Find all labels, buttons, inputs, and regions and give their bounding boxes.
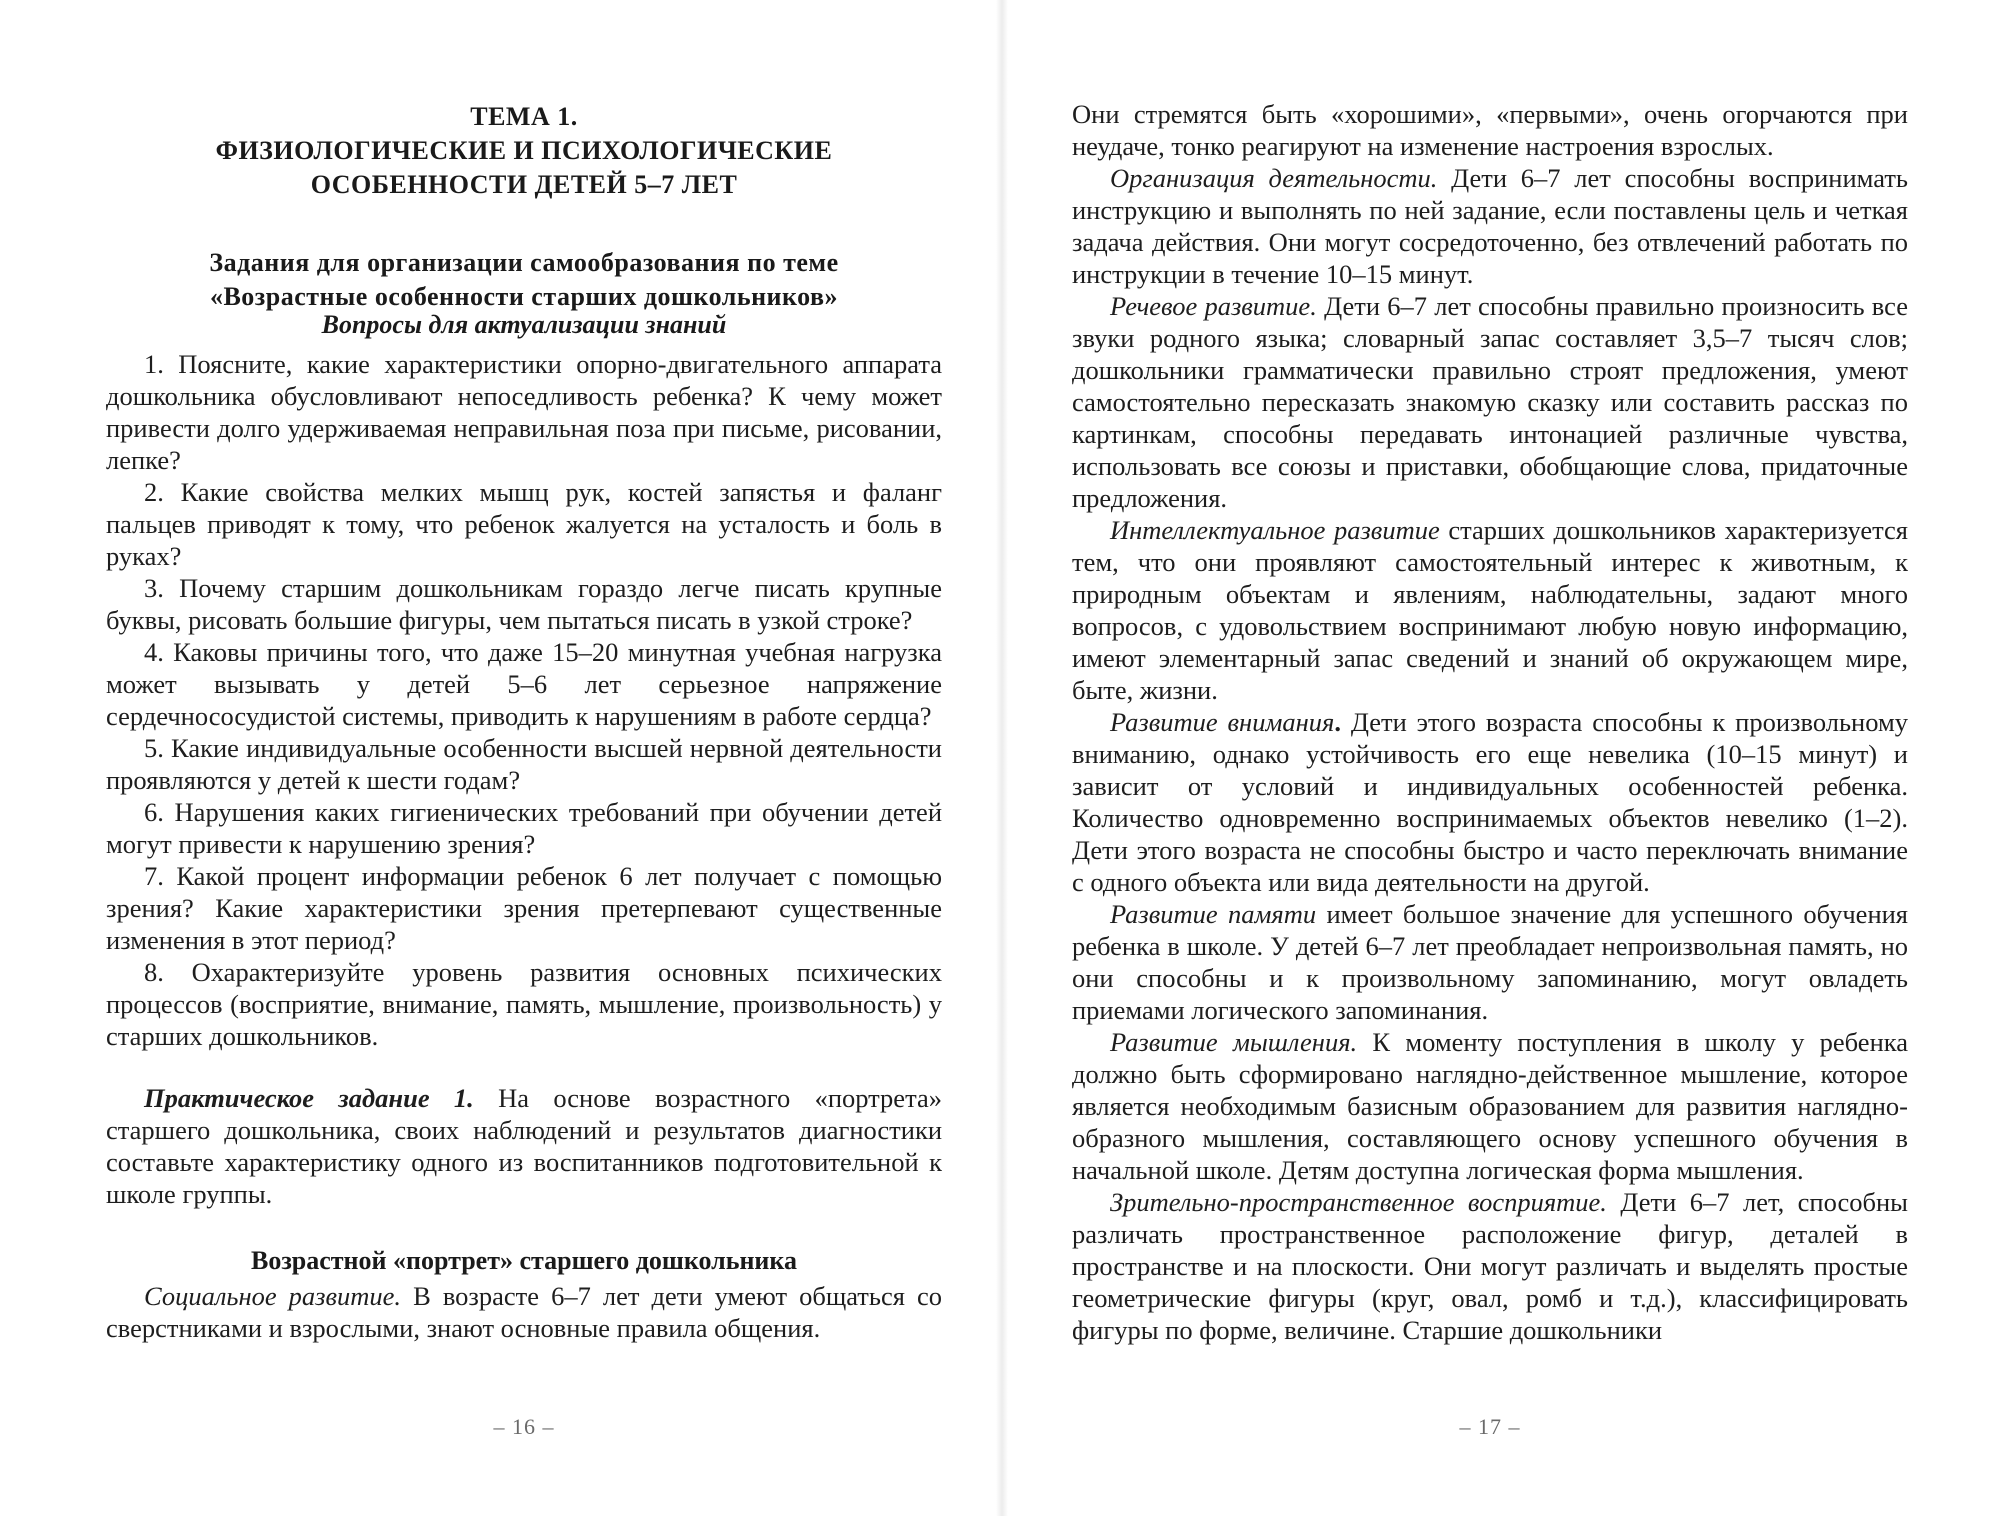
section-lead: Организация деятельности. — [1110, 163, 1438, 193]
section-paragraph — [1072, 706, 1908, 898]
section-text: Дети этого возраста способны к произвольному вниманию, однако устойчивость его еще невелика (10–15 минут) и зависит от условий и индивидуальных особенностей ребенка. Количество одновременно воспринимаемых объектов невелико (1–2). Дети этого возраста не способны быстро и часто переключать внимание с одного объекта или вида деятельности на другой. — [1072, 707, 1908, 897]
section-text: старших дошкольников характеризуется тем, что они проявляют самостоятельный интерес к животным, к природным объектам и явлениям, наблюдательны, задают много вопросов, с удовольствием воспринимают любую новую информацию, имеют элементарный запас сведений и знаний об окружающем мире, быте, жизни. — [1072, 515, 1908, 705]
social-development-text: В возрасте 6–7 лет дети умеют общаться со сверстниками и взрослыми, знают основные правила общения. — [106, 1281, 942, 1343]
question-item: 2. Какие свойства мелких мышц рук, костей запястья и фаланг пальцев приводят к тому, что ребенок жалуется на усталость и боль в руках? — [106, 477, 942, 571]
practical-task-lead: Практическое задание 1. — [144, 1083, 474, 1113]
left-body-text — [106, 348, 942, 1344]
practical-task — [106, 1082, 942, 1210]
right-body-text — [1072, 98, 1908, 1346]
social-development-paragraph — [106, 1280, 942, 1344]
left-page — [106, 0, 942, 1516]
section-lead: Интеллектуальное развитие — [1110, 515, 1440, 545]
topic-heading-line: ОСОБЕННОСТИ ДЕТЕЙ 5–7 ЛЕТ — [310, 170, 738, 199]
section-text: Дети 6–7 лет способны воспринимать инструкцию и выполнять по ней задание, если поставлены цель и четкая задача действия. Они могут сосредоточенно, без отвлечений работать по инструкции в течение 10–15 минут. — [1072, 163, 1908, 289]
section-paragraph — [1072, 1026, 1908, 1186]
section-paragraph — [1072, 162, 1908, 290]
page-number-right: – 17 – — [1459, 1414, 1521, 1439]
continuation-paragraph: Они стремятся быть «хорошими», «первыми», очень огорчаются при неудаче, тонко реагируют на изменение настроения взрослых. — [1072, 99, 1908, 161]
topic-heading-line: ТЕМА 1. — [470, 102, 578, 131]
topic-heading — [106, 100, 942, 202]
questions-heading — [106, 308, 942, 342]
right-page — [1072, 0, 1908, 1516]
section-text: имеет большое значение для успешного обучения ребенка в школе. У детей 6–7 лет преобладает непроизвольная память, но они способны и к произвольному запоминанию, могут овладеть приемами логического запоминания. — [1072, 899, 1908, 1025]
section-lead: Развитие мышления. — [1110, 1027, 1358, 1057]
section-paragraph — [1072, 898, 1908, 1026]
section-lead: Зрительно-пространственное восприятие. — [1110, 1187, 1607, 1217]
question-item: 6. Нарушения каких гигиенических требований при обучении детей могут привести к нарушению зрения? — [106, 797, 942, 859]
practical-task-text: На основе возрастного «портрета» старшего дошкольника, своих наблюдений и результатов диагностики составьте характеристику одного из воспитанников подготовительной к школе группы. — [106, 1083, 942, 1209]
section-text: Дети 6–7 лет способны правильно произносить все звуки родного языка; словарный запас составляет 3,5–7 тысяч слов; дошкольники грамматически правильно строят предложения, умеют самостоятельно пересказать знакомую сказку или составить рассказ по картинкам, способны передавать интонацией различные чувства, использовать все союзы и приставки, обобщающие слова, придаточные предложения. — [1072, 291, 1908, 513]
tasks-heading — [106, 246, 942, 314]
question-item: 3. Почему старшим дошкольникам гораздо легче писать крупные буквы, рисовать большие фигуры, чем пытаться писать в узкой строке? — [106, 573, 942, 635]
page-number-left: – 16 – — [493, 1414, 555, 1439]
section-paragraph — [1072, 1186, 1908, 1346]
questions-heading-text: Вопросы для актуализации знаний — [321, 310, 727, 339]
question-item: 7. Какой процент информации ребенок 6 лет получает с помощью зрения? Какие характеристики зрения претерпевают существенные изменения в этот период? — [106, 861, 942, 955]
section-lead: Развитие внимания — [1110, 707, 1335, 737]
book-gutter — [996, 0, 1008, 1516]
social-development-lead: Социальное развитие. — [144, 1281, 402, 1311]
question-item: 4. Каковы причины того, что даже 15–20 минутная учебная нагрузка может вызывать у детей 5–6 лет серьезное напряжение сердечнососудистой системы, приводить к нарушениям в работе сердца? — [106, 637, 942, 731]
section-lead-dot: . — [1334, 707, 1341, 737]
question-item: 5. Какие индивидуальные особенности высшей нервной деятельности проявляются у детей к шести годам? — [106, 733, 942, 795]
portrait-heading: Возрастной «портрет» старшего дошкольника — [251, 1246, 797, 1275]
section-lead: Развитие памяти — [1110, 899, 1317, 929]
section-paragraph — [1072, 290, 1908, 514]
section-paragraph — [1072, 514, 1908, 706]
tasks-heading-line: «Возрастные особенности старших дошкольников» — [209, 282, 839, 311]
section-text: К моменту поступления в школу у ребенка должно быть сформировано наглядно-действенное мышление, которое является необходимым базисным образованием для развития наглядно-образного мышления, составляющего основу успешного обучения в начальной школе. Детям доступна логическая форма мышления. — [1072, 1027, 1908, 1185]
question-item: 1. Поясните, какие характеристики опорно-двигательного аппарата дошкольника обусловливают непоседливость ребенка? К чему может привести долго удерживаемая неправильная поза при письме, рисовании, лепке? — [106, 349, 942, 475]
section-text: Дети 6–7 лет, способны различать пространственное расположение фигур, деталей в пространстве и на плоскости. Они могут различать и выделять простые геометрические фигуры (круг, овал, ромб и т.д.), классифицировать фигуры по форме, величине. Старшие дошкольники — [1072, 1187, 1908, 1345]
tasks-heading-line: Задания для организации самообразования по теме — [209, 248, 839, 277]
section-lead: Речевое развитие. — [1110, 291, 1317, 321]
question-item: 8. Охарактеризуйте уровень развития основных психических процессов (восприятие, внимание, память, мышление, произвольность) у старших дошкольников. — [106, 957, 942, 1051]
topic-heading-line: ФИЗИОЛОГИЧЕСКИЕ И ПСИХОЛОГИЧЕСКИЕ — [215, 136, 833, 165]
